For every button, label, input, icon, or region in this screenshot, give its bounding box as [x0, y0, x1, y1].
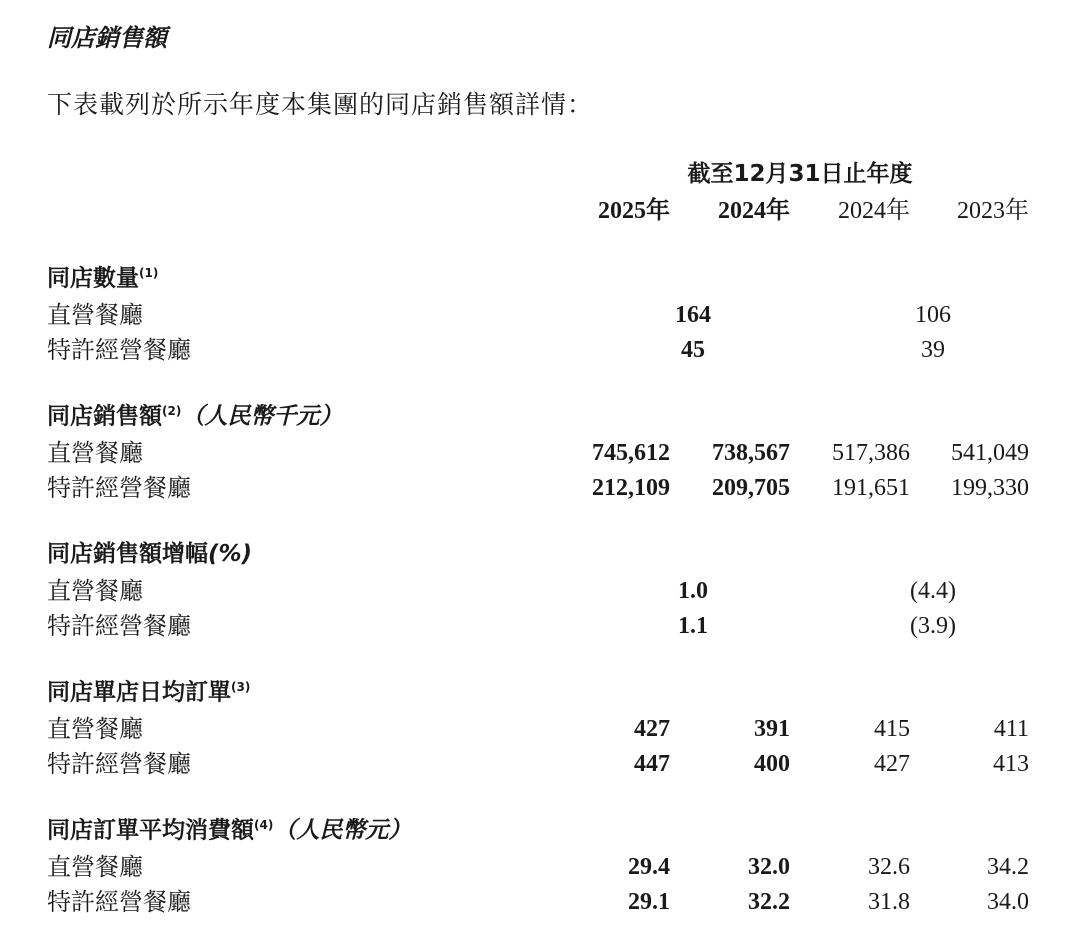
- cell-value: 413: [993, 751, 1029, 777]
- row-label: 特許經營餐廳: [47, 750, 191, 778]
- year-header-2024-prior: 2024年: [838, 198, 910, 224]
- cell-value: 391: [754, 716, 790, 742]
- year-header-2024-current: 2024年: [718, 198, 790, 224]
- section-title-text: 同店數量: [47, 265, 139, 292]
- row-label: 特許經營餐廳: [47, 888, 191, 916]
- section-title-same-store-sales: [47, 405, 342, 429]
- cell-value: 106: [915, 302, 951, 328]
- section-title-text: 同店訂單平均消費額: [47, 817, 254, 844]
- cell-value: 45: [681, 337, 705, 363]
- cell-value: 1.0: [678, 578, 708, 604]
- footnote-marker: (2): [162, 404, 182, 418]
- cell-value: 517,386: [832, 440, 910, 466]
- cell-value: 31.8: [868, 889, 910, 915]
- cell-value: 32.0: [748, 854, 790, 880]
- section-title-daily-orders: [47, 681, 250, 705]
- cell-value: 447: [634, 751, 670, 777]
- section-title-sales-growth: [47, 543, 252, 566]
- cell-value: 199,330: [951, 475, 1029, 501]
- cell-value: 427: [634, 716, 670, 742]
- cell-value: (3.9): [910, 613, 956, 639]
- unit-label: （人民幣元）: [273, 817, 412, 844]
- cell-value: 34.2: [987, 854, 1029, 880]
- row-label: 直營餐廳: [47, 577, 143, 605]
- period-header: 截至12月31日止年度: [687, 161, 913, 187]
- cell-value: 209,705: [712, 475, 790, 501]
- cell-value: 1.1: [678, 613, 708, 639]
- row-label: 特許經營餐廳: [47, 336, 191, 364]
- cell-value: (4.4): [910, 578, 956, 604]
- section-title-text: 同店單店日均訂單: [47, 679, 231, 706]
- intro-text: 下表載列於所示年度本集團的同店銷售額詳情：: [47, 90, 594, 119]
- row-label: 直營餐廳: [47, 853, 143, 881]
- cell-value: 541,049: [951, 440, 1029, 466]
- cell-value: 29.4: [628, 854, 670, 880]
- section-title-text: 同店銷售額: [47, 403, 162, 430]
- cell-value: 32.6: [868, 854, 910, 880]
- cell-value: 745,612: [592, 440, 670, 466]
- cell-value: 29.1: [628, 889, 670, 915]
- row-label: 直營餐廳: [47, 301, 143, 329]
- cell-value: 32.2: [748, 889, 790, 915]
- year-header-2023-prior: 2023年: [957, 198, 1029, 224]
- cell-value: 411: [993, 716, 1029, 742]
- section-title-store-count: [47, 267, 158, 291]
- section-title-avg-spend: [47, 819, 411, 843]
- cell-value: 212,109: [592, 475, 670, 501]
- row-label: 特許經營餐廳: [47, 474, 191, 502]
- cell-value: 39: [921, 337, 945, 363]
- cell-value: 191,651: [832, 475, 910, 501]
- footnote-marker: (3): [231, 680, 251, 694]
- section-title-text: 同店銷售額增幅: [47, 541, 208, 567]
- footnote-marker: (4): [254, 818, 274, 832]
- cell-value: 400: [754, 751, 790, 777]
- year-header-2025-current: 2025年: [598, 198, 670, 224]
- row-label: 直營餐廳: [47, 715, 143, 743]
- cell-value: 415: [874, 716, 910, 742]
- page-title: 同店銷售額: [47, 24, 167, 52]
- row-label: 特許經營餐廳: [47, 612, 191, 640]
- cell-value: 164: [675, 302, 711, 328]
- cell-value: 34.0: [987, 889, 1029, 915]
- cell-value: 738,567: [712, 440, 790, 466]
- unit-label: (%): [208, 541, 253, 567]
- cell-value: 427: [874, 751, 910, 777]
- row-label: 直營餐廳: [47, 439, 143, 467]
- footnote-marker: (1): [139, 266, 159, 280]
- unit-label: （人民幣千元）: [181, 403, 343, 430]
